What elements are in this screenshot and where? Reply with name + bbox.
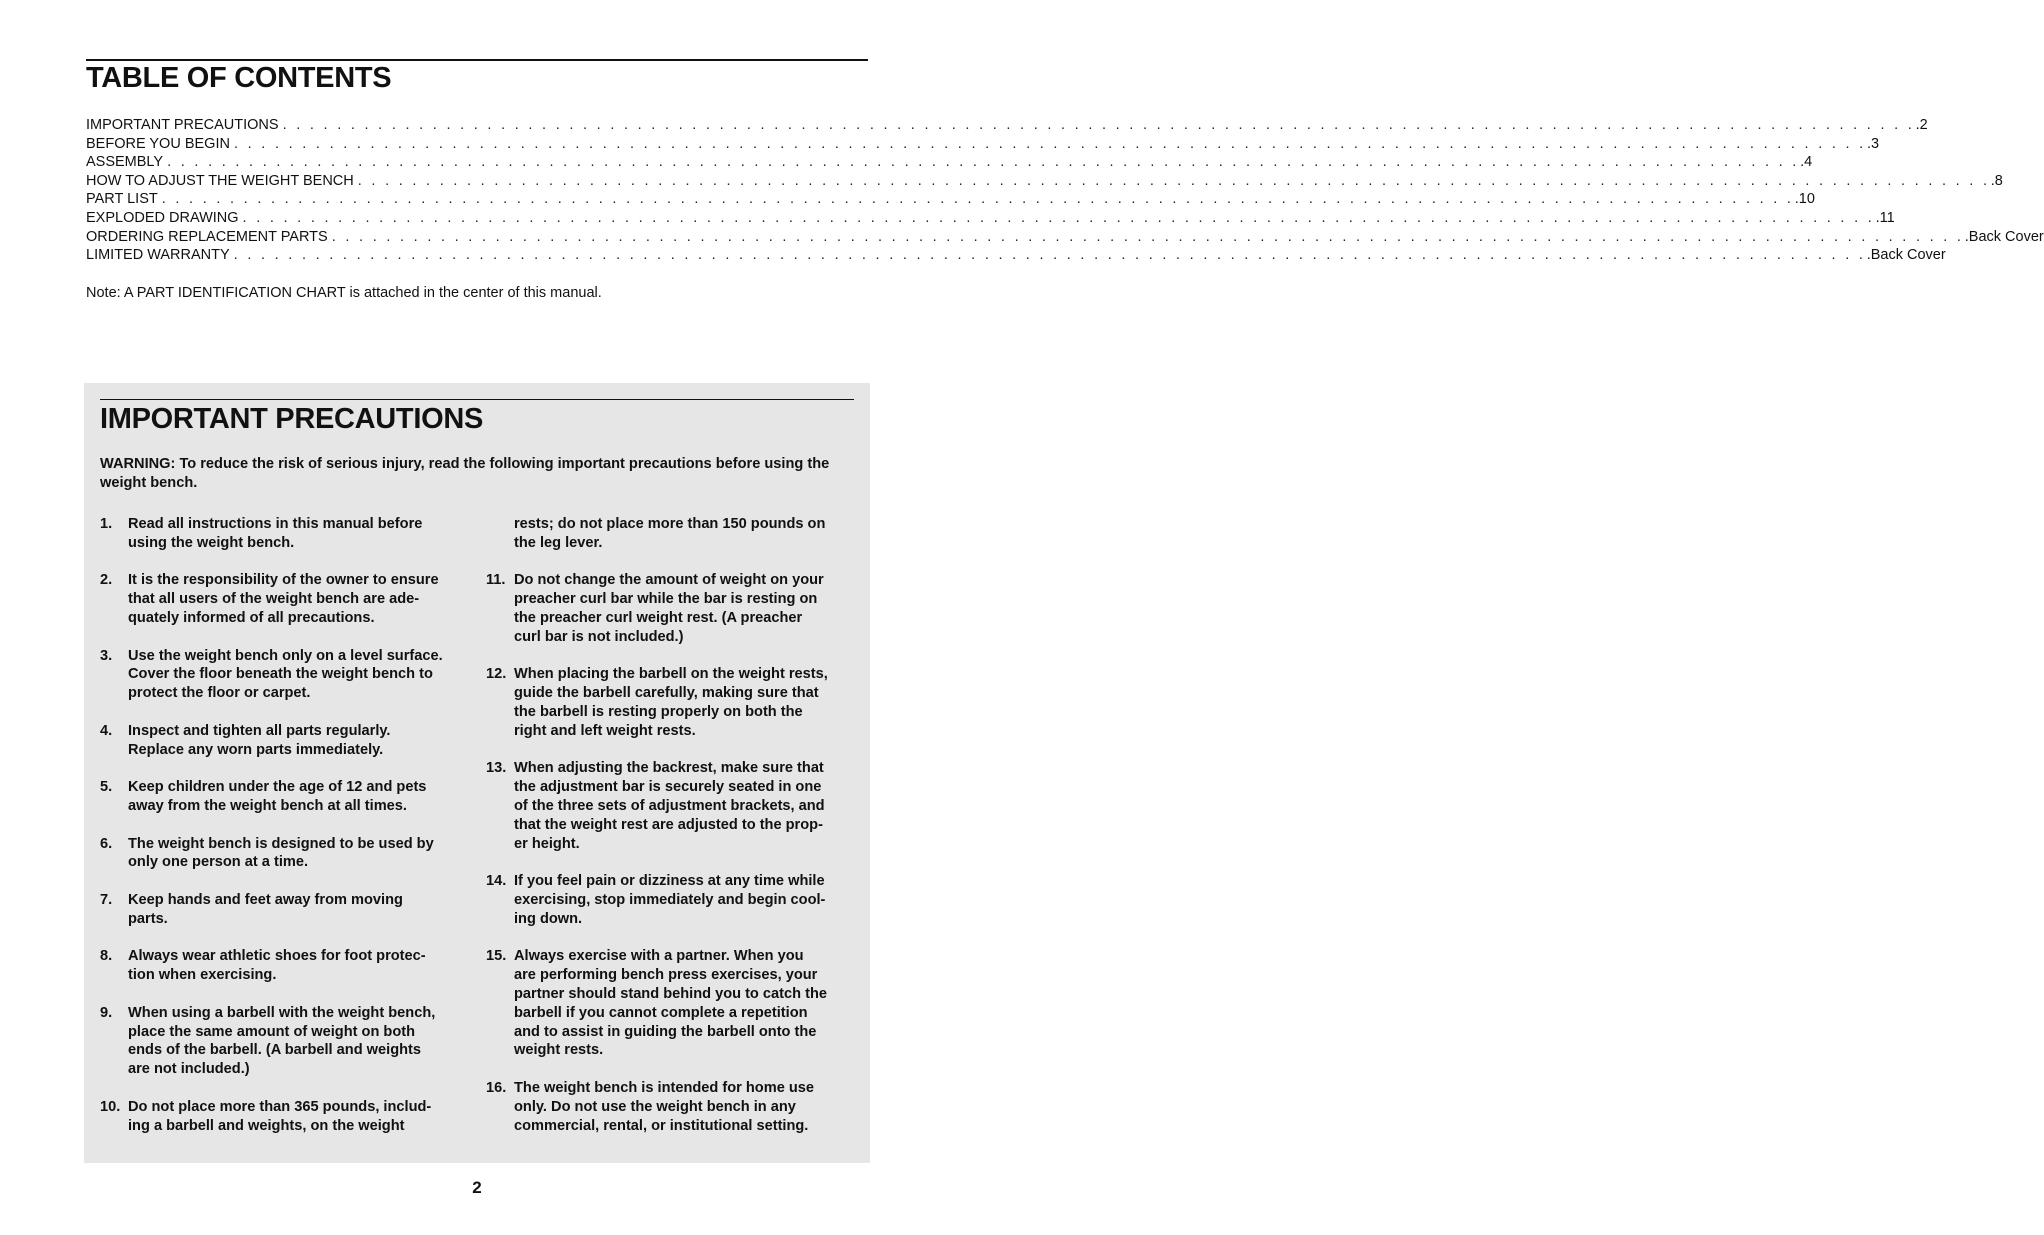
toc-entry[interactable] (86, 246, 1946, 265)
toc-entry[interactable] (86, 228, 2044, 247)
toc-leader-dots: . . . . . . . . . . . . . . . . . . . . . . . . . . . . . . . . . . . . . . . . . . . . . . . . . . . . . . . . . . . . . . . . . . . . . . . . . . . . . . . . . . . . . . . . . . . . . . . . . . . . . . . . . . . . . . . . . . . . . . . . (242, 209, 1875, 226)
page-number: 2 (472, 1178, 482, 1197)
precaution-number: 2. (100, 572, 113, 589)
precaution-number: 4. (100, 722, 113, 739)
precaution-text: Read all instructions in this manual before using the weight bench. (128, 516, 423, 551)
precaution-text: When placing the barbell on the weight rests, guide the barbell carefully, making sure that the barbell is resting properly on both the right and left weight rests. (514, 666, 828, 739)
precaution-number: 5. (100, 779, 113, 796)
precaution-text: Keep children under the age of 12 and pets away from the weight bench at all times. (128, 779, 427, 814)
precaution-text: Inspect and tighten all parts regularly. Replace any worn parts immediately. (128, 722, 391, 758)
toc-entry-page: .Back Cover (1866, 247, 1946, 264)
toc-entry[interactable] (86, 153, 1813, 172)
toc-entry-page: .8 (1990, 172, 2003, 189)
precautions-top-rule (100, 399, 854, 400)
precaution-item (486, 947, 858, 1060)
precaution-number: 10. (100, 1098, 121, 1115)
toc-entry-label: EXPLODED DRAWING (86, 209, 239, 226)
precaution-number: 14. (486, 873, 507, 890)
precaution-number: 13. (486, 760, 507, 777)
precaution-item (100, 571, 472, 627)
precaution-number: 8. (100, 948, 113, 965)
toc-entry[interactable] (86, 135, 1880, 154)
toc-entry-page: .11 (1875, 209, 1895, 226)
precaution-continued-text: rests; do not place more than 150 pounds on the leg lever. (514, 516, 826, 551)
precaution-number: 6. (100, 835, 113, 852)
precaution-number: 16. (486, 1079, 507, 1096)
precaution-number: 3. (100, 647, 113, 664)
toc-list (86, 116, 2044, 265)
precaution-text: It is the responsibility of the owner to ensure that all users of the weight bench are ade- quately informed of all precautions. (128, 572, 439, 626)
toc-entry-label: LIMITED WARRANTY (86, 247, 230, 264)
precaution-item (100, 778, 472, 816)
toc-leader-dots: . . . . . . . . . . . . . . . . . . . . . . . . . . . . . . . . . . . . . . . . . . . . . . . . . . . . . . . . . . . . . . . . . . . . . . . . . . . . . . . . . . . . . . . . . . . . . . . . . . . . . . . . . . . . . . . . . . . . . . . . (167, 154, 1800, 171)
toc-entry-page: .2 (1915, 117, 1928, 133)
toc-entry-label: ORDERING REPLACEMENT PARTS (86, 228, 328, 245)
toc-entry-label: ASSEMBLY (86, 154, 164, 171)
precautions-left-column (100, 515, 472, 1154)
precaution-text: Do not change the amount of weight on your preacher curl bar while the bar is resting on the preacher curl weight rest. (A preacher curl bar is not included.) (514, 572, 824, 645)
precaution-item (486, 665, 858, 740)
toc-heading: TABLE OF CONTENTS (86, 62, 392, 94)
precaution-text: Always exercise with a partner. When you are performing bench press exercises, your partner should stand behind you to catch the barbell if you cannot complete a repetition and to assist in guiding the barbell onto the weight rests. (514, 948, 827, 1059)
precaution-item (100, 835, 472, 873)
precaution-item (100, 1004, 472, 1079)
precautions-panel (84, 383, 870, 1163)
toc-entry-page: .3 (1867, 135, 1880, 152)
toc-top-rule (86, 59, 868, 61)
toc-entry-page: .4 (1800, 154, 1813, 171)
toc-entry[interactable] (86, 116, 1928, 135)
precaution-text: When adjusting the backrest, make sure that the adjustment bar is securely seated in one of the three sets of adjustment brackets, and that the weight rest are adjusted to the prop- er height. (514, 760, 825, 852)
precaution-text: Always wear athletic shoes for foot protec- tion when exercising. (128, 948, 426, 984)
precaution-number: 11. (486, 572, 506, 589)
toc-note: Note: A PART IDENTIFICATION CHART is attached in the center of this manual. (86, 285, 602, 301)
precaution-text: Use the weight bench only on a level surface. Cover the floor beneath the weight bench to protect the floor or carpet. (128, 647, 443, 702)
precaution-item (486, 571, 858, 646)
precaution-item (486, 759, 858, 853)
precautions-right-column (486, 515, 858, 1154)
precaution-number: 1. (100, 516, 113, 532)
precaution-item (486, 1079, 858, 1135)
warning-text: WARNING: To reduce the risk of serious injury, read the following important precautions before using the weight bench. (100, 456, 830, 491)
toc-entry[interactable] (86, 209, 1895, 228)
toc-leader-dots: . . . . . . . . . . . . . . . . . . . . . . . . . . . . . . . . . . . . . . . . . . . . . . . . . . . . . . . . . . . . . . . . . . . . . . . . . . . . . . . . . . . . . . . . . . . . . . . . . . . . . . . . . . . . . . . . . . . . . . . . (233, 247, 1866, 264)
toc-entry-label: PART LIST (86, 191, 158, 208)
precaution-item (100, 647, 472, 703)
toc-entry-label: IMPORTANT PRECAUTIONS (86, 117, 279, 133)
toc-leader-dots: . . . . . . . . . . . . . . . . . . . . . . . . . . . . . . . . . . . . . . . . . . . . . . . . . . . . . . . . . . . . . . . . . . . . . . . . . . . . . . . . . . . . . . . . . . . . . . . . . . . . . . . . . . . . . . . . . . . . . . . . (161, 191, 1794, 208)
toc-entry[interactable] (86, 172, 2003, 191)
toc-leader-dots: . . . . . . . . . . . . . . . . . . . . . . . . . . . . . . . . . . . . . . . . . . . . . . . . . . . . . . . . . . . . . . . . . . . . . . . . . . . . . . . . . . . . . . . . . . . . . . . . . . . . . . . . . . . . . . . . . . . . . . . . (357, 172, 1990, 189)
precaution-number: 12. (486, 666, 507, 683)
precaution-item (100, 722, 472, 760)
toc-leader-dots: . . . . . . . . . . . . . . . . . . . . . . . . . . . . . . . . . . . . . . . . . . . . . . . . . . . . . . . . . . . . . . . . . . . . . . . . . . . . . . . . . . . . . . . . . . . . . . . . . . . . . . . . . . . . . . . . . . . . . . . . (331, 228, 1964, 245)
precaution-text: When using a barbell with the weight bench, place the same amount of weight on both ends of the barbell. (A barbell and weights are not included.) (128, 1004, 436, 1078)
precaution-text: If you feel pain or dizziness at any time while exercising, stop immediately and begin cool- ing down. (514, 873, 826, 927)
precaution-number: 7. (100, 891, 113, 908)
toc-entry-label: BEFORE YOU BEGIN (86, 135, 230, 152)
precaution-text: Do not place more than 365 pounds, includ- ing a barbell and weights, on the weight (128, 1098, 432, 1134)
precaution-number: 9. (100, 1004, 113, 1021)
toc-leader-dots: . . . . . . . . . . . . . . . . . . . . . . . . . . . . . . . . . . . . . . . . . . . . . . . . . . . . . . . . . . . . . . . . . . . . . . . . . . . . . . . . . . . . . . . . . . . . . . . . . . . . . . . . . . . . . . . . . . . . . . . . (233, 135, 1866, 152)
precautions-heading: IMPORTANT PRECAUTIONS (100, 403, 484, 435)
precaution-text: The weight bench is designed to be used by only one person at a time. (128, 835, 434, 871)
precaution-number: 15. (486, 948, 507, 965)
precaution-text: The weight bench is intended for home use only. Do not use the weight bench in any commercial, rental, or institutional setting. (514, 1079, 815, 1134)
toc-entry-page: .10 (1794, 191, 1815, 208)
toc-entry-page: .Back Cover (1964, 228, 2044, 245)
precaution-text: Keep hands and feet away from moving parts. (128, 891, 403, 927)
toc-leader-dots: . . . . . . . . . . . . . . . . . . . . . . . . . . . . . . . . . . . . . . . . . . . . . . . . . . . . . . . . . . . . . . . . . . . . . . . . . . . . . . . . . . . . . . . . . . . . . . . . . . . . . . . . . . . . . . . . . . . . . . . . (282, 117, 1915, 133)
precaution-item (100, 891, 472, 929)
toc-entry[interactable] (86, 190, 1815, 209)
toc-entry-label: HOW TO ADJUST THE WEIGHT BENCH (86, 172, 354, 189)
precaution-item (100, 1098, 472, 1136)
precaution-item (100, 947, 472, 985)
precaution-item (486, 872, 858, 928)
precaution-item (100, 515, 472, 553)
